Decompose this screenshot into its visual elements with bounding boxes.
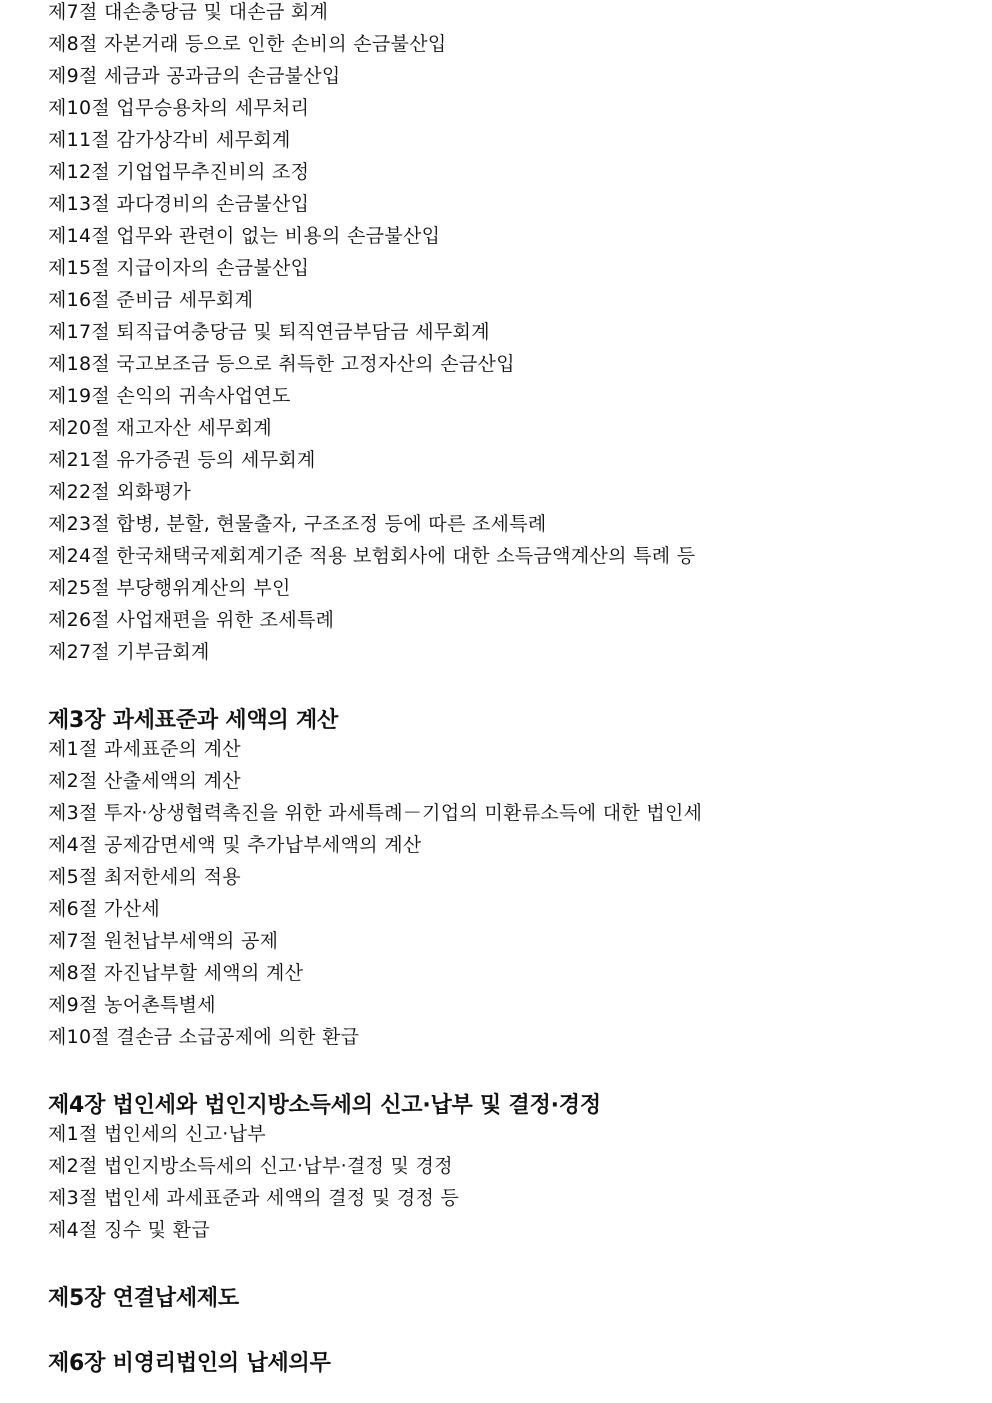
- section-item: 제13절 과다경비의 손금불산입: [48, 193, 310, 215]
- section-item: 제1절 과세표준의 계산: [48, 738, 241, 760]
- section-item: 제16절 준비금 세무회계: [48, 289, 254, 311]
- section-item: 제7절 원천납부세액의 공제: [48, 930, 279, 952]
- section-item: 제8절 자진납부할 세액의 계산: [48, 962, 304, 984]
- section-item: 제4절 공제감면세액 및 추가납부세액의 계산: [48, 834, 422, 856]
- section-item: 제26절 사업재편을 위한 조세특례: [48, 609, 335, 631]
- section-item: 제3절 법인세 과세표준과 세액의 결정 및 경정 등: [48, 1187, 460, 1209]
- section-item: 제24절 한국채택국제회계기준 적용 보험회사에 대한 소득금액계산의 특례 등: [48, 545, 696, 567]
- section-item: 제19절 손익의 귀속사업연도: [48, 385, 291, 407]
- section-item: 제17절 퇴직급여충당금 및 퇴직연금부담금 세무회계: [48, 321, 490, 343]
- section-item: 제10절 결손금 소급공제에 의한 환급: [48, 1026, 360, 1048]
- section-item: 제8절 자본거래 등으로 인한 손비의 손금불산입: [48, 33, 447, 55]
- section-item: 제4절 징수 및 환급: [48, 1219, 210, 1241]
- section-item: 제10절 업무승용차의 세무처리: [48, 97, 310, 119]
- section-item: 제3절 투자·상생협력촉진을 위한 과세특례－기업의 미환류소득에 대한 법인세: [48, 802, 703, 824]
- section-item: 제22절 외화평가: [48, 481, 192, 503]
- section-item: 제25절 부당행위계산의 부인: [48, 577, 291, 599]
- chapter5-heading: 제5장 연결납세제도: [48, 1286, 239, 1311]
- section-item: 제12절 기업업무추진비의 조정: [48, 161, 310, 183]
- section-item: 제11절 감가상각비 세무회계: [48, 129, 291, 151]
- section-item: 제23절 합병, 분할, 현물출자, 구조조정 등에 따른 조세특례: [48, 513, 547, 535]
- section-item: 제21절 유가증권 등의 세무회계: [48, 449, 316, 471]
- section-item: 제9절 농어촌특별세: [48, 994, 216, 1016]
- section-item: 제1절 법인세의 신고·납부: [48, 1123, 266, 1145]
- section-item: 제7절 대손충당금 및 대손금 회계: [48, 1, 329, 23]
- chapter4-section-list: [48, 1122, 968, 1250]
- section-item: 제20절 재고자산 세무회계: [48, 417, 272, 439]
- chapter3-heading: 제3장 과세표준과 세액의 계산: [48, 708, 339, 733]
- chapter4-heading: 제4장 법인세와 법인지방소득세의 신고·납부 및 결정·경정: [48, 1093, 601, 1118]
- section-item: 제9절 세금과 공과금의 손금불산입: [48, 65, 341, 87]
- table-of-contents: [48, 0, 968, 1380]
- section-item: 제6절 가산세: [48, 898, 160, 920]
- chapter2-section-list: [48, 0, 968, 672]
- section-item: 제14절 업무와 관련이 없는 비용의 손금불산입: [48, 225, 441, 247]
- section-item: 제15절 지급이자의 손금불산입: [48, 257, 310, 279]
- section-item: 제27절 기부금회계: [48, 641, 210, 663]
- section-item: 제18절 국고보조금 등으로 취득한 고정자산의 손금산입: [48, 353, 515, 375]
- chapter3-section-list: [48, 737, 968, 1057]
- section-item: 제5절 최저한세의 적용: [48, 866, 241, 888]
- section-item: 제2절 법인지방소득세의 신고·납부·결정 및 경정: [48, 1155, 453, 1177]
- chapter6-heading: 제6장 비영리법인의 납세의무: [48, 1351, 331, 1376]
- section-item: 제2절 산출세액의 계산: [48, 770, 241, 792]
